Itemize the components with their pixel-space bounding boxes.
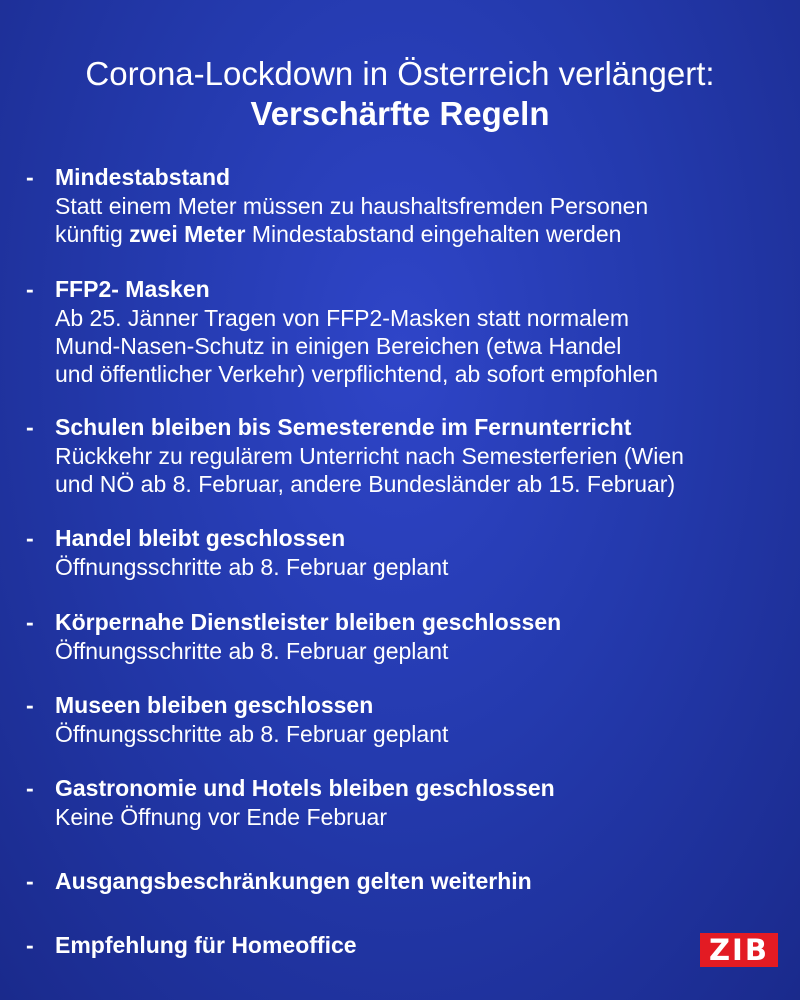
bullet-dash: - [26, 414, 34, 440]
highlight-text: zwei Meter [129, 221, 246, 247]
bullet-dash: - [26, 775, 34, 801]
bullet-dash: - [26, 692, 34, 718]
rule-title: Schulen bleiben bis Semesterende im Fernunterricht [55, 414, 632, 440]
rule-title: Körpernahe Dienstleister bleiben geschlossen [55, 609, 562, 635]
rule-description: Statt einem Meter müssen zu haushaltsfremden Personen künftig zwei Meter Mindestabstand eingehalten werden [55, 193, 649, 247]
bullet-dash: - [26, 609, 34, 635]
page-title: Corona-Lockdown in Österreich verlängert: [85, 55, 715, 92]
bullet-dash: - [26, 164, 34, 190]
page-subtitle: Verschärfte Regeln [250, 95, 550, 132]
rule-description: Öffnungsschritte ab 8. Februar geplant [55, 554, 449, 580]
rule-title: Museen bleiben geschlossen [55, 692, 374, 718]
bullet-dash: - [26, 868, 34, 894]
rule-title: Gastronomie und Hotels bleiben geschlossen [55, 775, 555, 801]
zib-logo: ZIB [700, 933, 778, 967]
rule-description: Öffnungsschritte ab 8. Februar geplant [55, 638, 449, 664]
rule-title: Empfehlung für Homeoffice [55, 932, 357, 958]
rule-title: Ausgangsbeschränkungen gelten weiterhin [55, 868, 532, 894]
rule-title: Mindestabstand [55, 164, 231, 190]
rule-description: Rückkehr zu regulärem Unterricht nach Semesterferien (Wien und NÖ ab 8. Februar, andere Bundesländer ab 15. Februar) [55, 443, 684, 497]
rule-description: Öffnungsschritte ab 8. Februar geplant [55, 721, 449, 747]
rule-description: Ab 25. Jänner Tragen von FFP2-Masken statt normalem Mund-Nasen-Schutz in einigen Bereichen (etwa Handel und öffentlicher Verkehr) verpflichtend, ab sofort empfohlen [55, 305, 659, 387]
rule-description: Keine Öffnung vor Ende Februar [55, 804, 388, 830]
rule-title: FFP2- Masken [55, 276, 210, 302]
rule-title: Handel bleibt geschlossen [55, 525, 346, 551]
bullet-dash: - [26, 525, 34, 551]
bullet-dash: - [26, 932, 34, 958]
bullet-dash: - [26, 276, 34, 302]
